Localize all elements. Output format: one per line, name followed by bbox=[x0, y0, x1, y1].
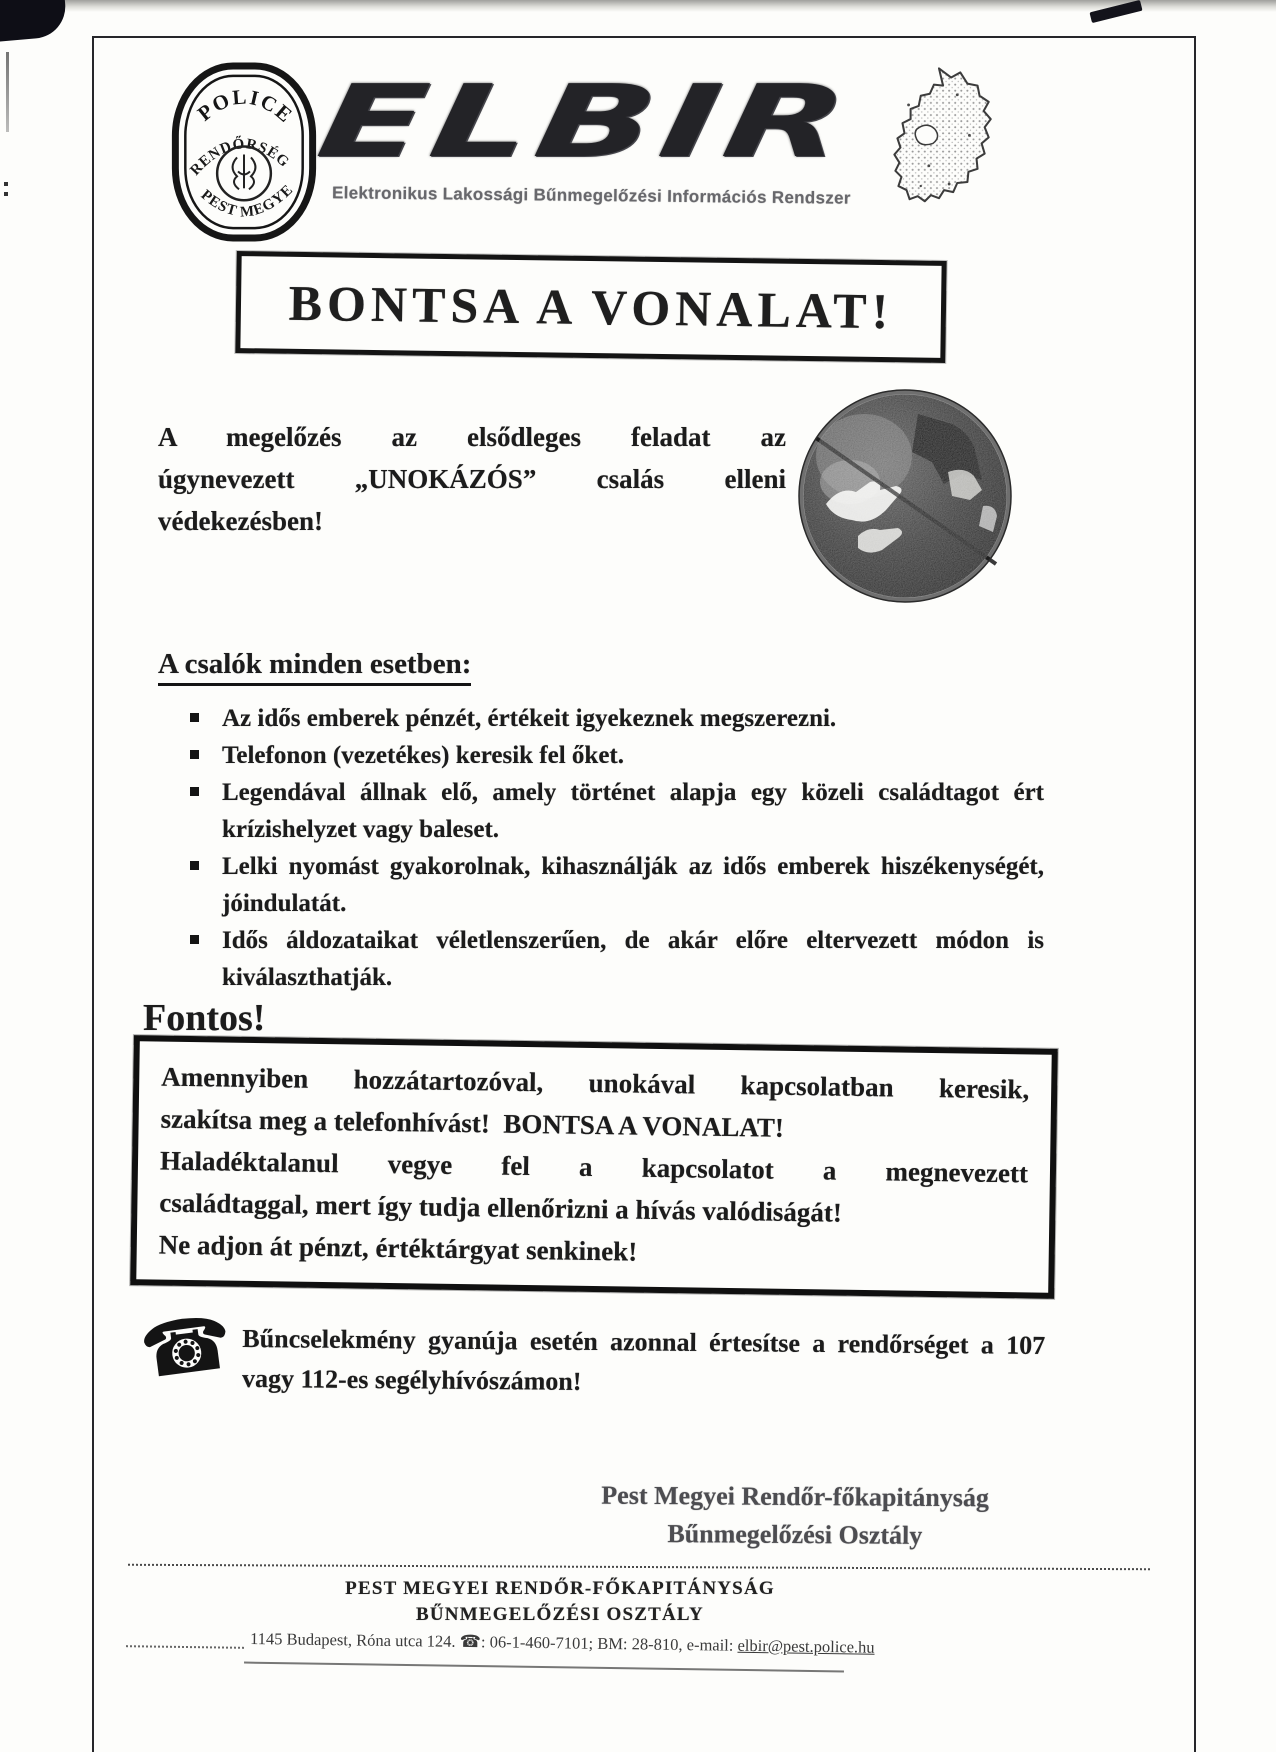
scan-edge-artifact bbox=[6, 52, 9, 132]
footer-organization bbox=[240, 1576, 880, 1628]
important-heading: Fontos! bbox=[143, 997, 266, 1039]
scan-mark-left bbox=[4, 182, 8, 186]
list-item: Lelki nyomást gyakorolnak, kihasználják az idős emberek hiszékenységét, jóindulatát. bbox=[182, 848, 1044, 922]
list-item: Legendával állnak elő, amely történet alapja egy közeli családtagot ért krízishelyzet vagy baleset. bbox=[182, 774, 1044, 848]
scanner-edge-shadow bbox=[0, 0, 1276, 12]
list-item: Az idős emberek pénzét, értékeit igyekeznek megszerezni. bbox=[182, 700, 1044, 737]
important-line: Amennyiben hozzátartozóval, unokával kapcsolatban keresik, bbox=[161, 1061, 1030, 1105]
svg-text:POLICE bbox=[193, 84, 298, 128]
list-item: Idős áldozataikat véletlenszerűen, de akár előre eltervezett módon is kiválaszthatják. bbox=[182, 922, 1044, 996]
intro-line: A megelőzés az elsődleges feladat az bbox=[158, 422, 786, 452]
contact-address: 1145 Budapest, Róna utca 124. bbox=[249, 1628, 460, 1651]
badge-bottom-label: PEST MEGYE bbox=[197, 181, 297, 221]
footer-org-line: PEST MEGYEI RENDŐR-FŐKAPITÁNYSÁG bbox=[345, 1578, 775, 1599]
emergency-alert-text: Bűncselekmény gyanúja esetén azonnal értesítse a rendőrséget a 107 vagy 112-es segélyhívószámon! bbox=[241, 1323, 1046, 1396]
section-heading: A csalók minden esetben: bbox=[158, 648, 471, 686]
badge-top-label: POLICE bbox=[192, 84, 299, 129]
contact-phone: : 06-1-460-7101; BM: 28-810, e-mail: bbox=[480, 1632, 738, 1655]
headline-box bbox=[235, 251, 946, 363]
list-item: Telefonon (vezetékes) keresik fel őket. bbox=[182, 737, 1044, 774]
intro-line: úgynevezett „UNOKÁZÓS” csalás elleni bbox=[158, 464, 786, 494]
scan-corner-artifact bbox=[0, 0, 68, 42]
pest-county-map-icon bbox=[868, 64, 1010, 232]
important-line: szakítsa meg a telefonhívást! BONTSA A VONALAT! bbox=[160, 1103, 785, 1143]
signature-org: Pest Megyei Rendőr-főkapitányság bbox=[601, 1480, 990, 1513]
elbir-logo-subtitle: Elektronikus Lakossági Bűnmegelőzési Információs Rendszer bbox=[331, 183, 851, 208]
important-line: Haladéktalanul vegye fel a kapcsolatot a megnevezett bbox=[159, 1145, 1029, 1189]
burglar-photo bbox=[798, 386, 1013, 606]
police-badge-icon bbox=[168, 60, 320, 244]
intro-line: védekezésben! bbox=[158, 506, 323, 536]
important-line: Ne adjon át pénzt, értéktárgyat senkinek! bbox=[158, 1229, 638, 1267]
emergency-alert bbox=[134, 1298, 1046, 1406]
footer-org-line: BŰNMEGELŐZÉSI OSZTÁLY bbox=[416, 1604, 704, 1625]
phone-icon: ☎ bbox=[459, 1631, 482, 1653]
important-box bbox=[130, 1035, 1058, 1299]
signature-block bbox=[575, 1476, 1016, 1555]
elbir-logo: ELBIR bbox=[310, 63, 861, 180]
telephone-icon: ☎ bbox=[134, 1298, 238, 1397]
fraud-methods-list bbox=[182, 700, 1044, 996]
intro-paragraph bbox=[158, 416, 786, 542]
badge-crest-icon bbox=[233, 154, 256, 189]
badge-middle-label: RENDŐRSÉG bbox=[187, 136, 293, 179]
signature-dept: Bűnmegelőzési Osztály bbox=[667, 1519, 923, 1550]
important-line: családtaggal, mert így tudja ellenőrizni a hívás valódiságát! bbox=[159, 1187, 843, 1228]
headline-text: BONTSA A VONALAT! bbox=[288, 274, 894, 340]
contact-email-link[interactable]: elbir@pest.police.hu bbox=[737, 1635, 875, 1657]
